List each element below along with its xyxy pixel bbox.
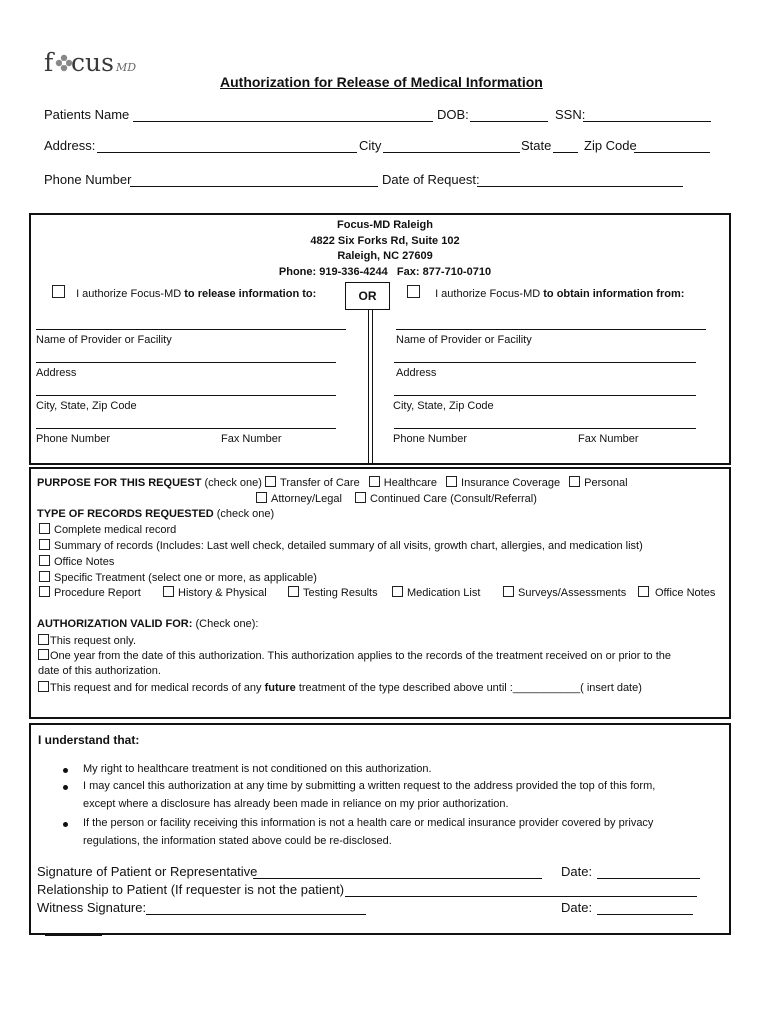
checkbox-icon[interactable] [265, 476, 276, 487]
obtain-prefix: I authorize Focus-MD [435, 288, 544, 300]
obtain-address-label: Address [396, 367, 437, 379]
release-prefix: I authorize Focus-MD [76, 288, 185, 300]
checkbox-icon[interactable] [256, 492, 267, 503]
records-check-one: (check one) [213, 508, 275, 520]
obtain-csz-label: City, State, Zip Code [393, 400, 494, 412]
clinic-city: Raleigh, NC 27609 [337, 250, 433, 262]
checkbox-icon[interactable] [39, 523, 50, 534]
purpose-healthcare[interactable] [369, 477, 437, 489]
purpose-transfer[interactable] [265, 477, 360, 489]
city-field[interactable] [383, 152, 520, 153]
specific-office-notes-label: Office Notes [655, 587, 716, 599]
records-office-notes-label: Office Notes [54, 556, 115, 568]
valid-check-one: (Check one): [192, 618, 259, 630]
dob-label: DOB: [437, 107, 469, 122]
obtain-phone-field[interactable] [394, 428, 696, 429]
witness-label: Witness Signature: [37, 900, 147, 915]
checkbox-icon[interactable] [163, 586, 174, 597]
signature-date-label: Date: [561, 864, 593, 879]
ssn-field[interactable] [583, 121, 711, 122]
release-name-label: Name of Provider or Facility [36, 334, 172, 346]
specific-surveys[interactable] [503, 586, 626, 599]
understand-heading: I understand that: [38, 733, 140, 747]
records-heading [37, 508, 274, 520]
valid-option-3[interactable] [38, 681, 642, 694]
records-specific[interactable] [39, 571, 317, 584]
release-phone-label: Phone Number [36, 433, 110, 445]
release-csz-field[interactable] [36, 395, 336, 396]
signature-label: Signature of Patient or Representative [37, 864, 258, 879]
specific-history[interactable] [163, 586, 267, 599]
specific-testing[interactable] [288, 586, 378, 599]
specific-history-label: History & Physical [178, 587, 267, 599]
valid-option-1[interactable] [38, 634, 136, 647]
center-divider-line [368, 310, 369, 463]
valid-option-3-pre: This request and for medical records of any [50, 682, 265, 694]
relationship-label: Relationship to Patient (If requester is not the patient) [37, 882, 345, 897]
obtain-bold: to obtain information from: [543, 288, 685, 300]
checkbox-icon[interactable] [392, 586, 403, 597]
clinic-street: 4822 Six Forks Rd, Suite 102 [310, 235, 460, 247]
checkbox-icon[interactable] [38, 649, 49, 660]
bullet-icon [63, 822, 68, 827]
valid-option-3-post: treatment of the type described above until :___________( insert date) [295, 682, 642, 694]
state-label: State [521, 138, 552, 153]
records-office-notes[interactable] [39, 555, 114, 568]
signature-date-field[interactable] [597, 878, 700, 879]
purpose-row-2 [256, 492, 537, 505]
purpose-label: PURPOSE FOR THIS REQUEST [37, 477, 202, 489]
obtain-checkbox[interactable] [407, 285, 420, 298]
checkbox-icon[interactable] [446, 476, 457, 487]
release-csz-label: City, State, Zip Code [36, 400, 137, 412]
checkbox-icon[interactable] [638, 586, 649, 597]
valid-option-3-bold: future [264, 682, 296, 694]
purpose-continued-label: Continued Care (Consult/Referral) [370, 493, 537, 505]
understand-bullet-2: I may cancel this authorization at any time by submitting a written request to the address provided the top of this form, [83, 780, 656, 792]
logo-md: MD [116, 61, 136, 74]
phone-field[interactable] [130, 186, 378, 187]
date-request-label: Date of Request: [382, 172, 480, 187]
checkbox-icon[interactable] [38, 681, 49, 692]
release-fax-label: Fax Number [221, 433, 282, 445]
checkbox-icon[interactable] [503, 586, 514, 597]
understand-bullet-2-line2: except where a disclosure has already been made in reliance on my prior authorization. [83, 798, 509, 810]
records-complete[interactable] [39, 523, 176, 536]
patient-name-label: Patients Name [44, 107, 130, 122]
specific-procedure-label: Procedure Report [54, 587, 141, 599]
city-label: City [359, 138, 382, 153]
records-summary[interactable] [39, 539, 643, 552]
purpose-insurance[interactable] [446, 477, 560, 489]
checkbox-icon[interactable] [39, 571, 50, 582]
clinic-name: Focus-MD Raleigh [337, 219, 433, 231]
release-phone-field[interactable] [36, 428, 336, 429]
center-divider-line-2 [372, 310, 373, 463]
valid-option-1-label: This request only. [50, 635, 137, 647]
bullet-icon [63, 768, 68, 773]
logo-cus: cus [71, 48, 114, 77]
checkbox-icon[interactable] [369, 476, 380, 487]
obtain-phone-label: Phone Number [393, 433, 467, 445]
witness-date-field[interactable] [597, 914, 693, 915]
release-option[interactable] [52, 285, 316, 300]
checkbox-icon[interactable] [39, 555, 50, 566]
understand-bullet-3-line2: regulations, the information stated above could be re-disclosed. [83, 835, 392, 847]
address-field[interactable] [97, 152, 357, 153]
valid-option-2-label: One year from the date of this authorization. This authorization applies to the records of the treatment received on or prior to the [50, 650, 672, 662]
release-address-label: Address [36, 367, 77, 379]
phone-label: Phone Number [44, 172, 132, 187]
valid-label: AUTHORIZATION VALID FOR: [37, 618, 193, 630]
or-label: OR [358, 289, 377, 303]
obtain-option[interactable] [407, 285, 684, 300]
release-address-field[interactable] [36, 362, 336, 363]
obtain-csz-field[interactable] [394, 395, 696, 396]
specific-testing-label: Testing Results [303, 587, 378, 599]
page-title: Authorization for Release of Medical Information [220, 74, 543, 90]
obtain-fax-label: Fax Number [578, 433, 639, 445]
checkbox-icon[interactable] [39, 539, 50, 550]
zip-label: Zip Code [584, 138, 637, 153]
valid-option-2-line2: date of this authorization. [38, 665, 161, 677]
state-field[interactable] [553, 152, 578, 153]
logo-flower-icon [56, 55, 72, 71]
specific-procedure[interactable] [39, 586, 141, 599]
purpose-row-1 [37, 476, 628, 489]
witness-date-label: Date: [561, 900, 593, 915]
understand-bullet-1: My right to healthcare treatment is not conditioned on this authorization. [83, 763, 432, 775]
specific-medication-label: Medication List [407, 587, 481, 599]
purpose-transfer-label: Transfer of Care [280, 477, 360, 489]
checkbox-icon[interactable] [39, 586, 50, 597]
obtain-name-label: Name of Provider or Facility [396, 334, 532, 346]
ssn-label: SSN: [555, 107, 586, 122]
dob-field[interactable] [470, 121, 548, 122]
checkbox-icon[interactable] [569, 476, 580, 487]
purpose-attorney[interactable] [256, 493, 342, 505]
purpose-healthcare-label: Healthcare [383, 477, 437, 489]
records-summary-label: Summary of records (Includes: Last well check, detailed summary of all visits, growth chart, allergies, and medication list) [54, 540, 643, 552]
footer-mark [45, 935, 102, 936]
patient-name-row [44, 107, 129, 122]
bullet-icon [63, 785, 68, 790]
records-label: TYPE OF RECORDS REQUESTED [37, 508, 214, 520]
address-label: Address: [44, 138, 96, 153]
specific-medication[interactable] [392, 586, 480, 599]
purpose-insurance-label: Insurance Coverage [461, 477, 561, 489]
checkbox-icon[interactable] [288, 586, 299, 597]
release-bold: to release information to: [184, 288, 317, 300]
records-complete-label: Complete medical record [54, 524, 177, 536]
logo-f: f [44, 48, 54, 77]
purpose-personal[interactable] [569, 477, 627, 489]
checkbox-icon[interactable] [355, 492, 366, 503]
specific-surveys-label: Surveys/Assessments [518, 587, 627, 599]
obtain-name-field[interactable] [396, 329, 706, 330]
zip-field[interactable] [634, 152, 710, 153]
checkbox-icon[interactable] [38, 634, 49, 645]
relationship-field[interactable] [345, 896, 697, 897]
release-checkbox[interactable] [52, 285, 65, 298]
patient-name-field[interactable] [133, 121, 433, 122]
purpose-personal-label: Personal [584, 477, 628, 489]
witness-field[interactable] [146, 914, 366, 915]
clinic-phone: Phone: 919-336-4244 Fax: 877-710-0710 [278, 266, 492, 278]
records-specific-label: Specific Treatment (select one or more, as applicable) [54, 572, 317, 584]
focus-md-logo [44, 44, 136, 78]
purpose-attorney-label: Attorney/Legal [271, 493, 342, 505]
logo [44, 44, 136, 78]
date-request-field[interactable] [477, 186, 683, 187]
signature-field[interactable] [253, 878, 542, 879]
purpose-check-one: (check one) [201, 477, 266, 489]
specific-office-notes[interactable] [638, 586, 715, 599]
understand-bullet-3: If the person or facility receiving this information is not a health care or medical insurance provider covered by privacy [83, 817, 654, 829]
purpose-continued[interactable] [355, 493, 537, 505]
valid-option-2[interactable] [38, 649, 671, 662]
release-name-field[interactable] [36, 329, 346, 330]
obtain-address-field[interactable] [394, 362, 696, 363]
valid-heading [37, 618, 258, 630]
